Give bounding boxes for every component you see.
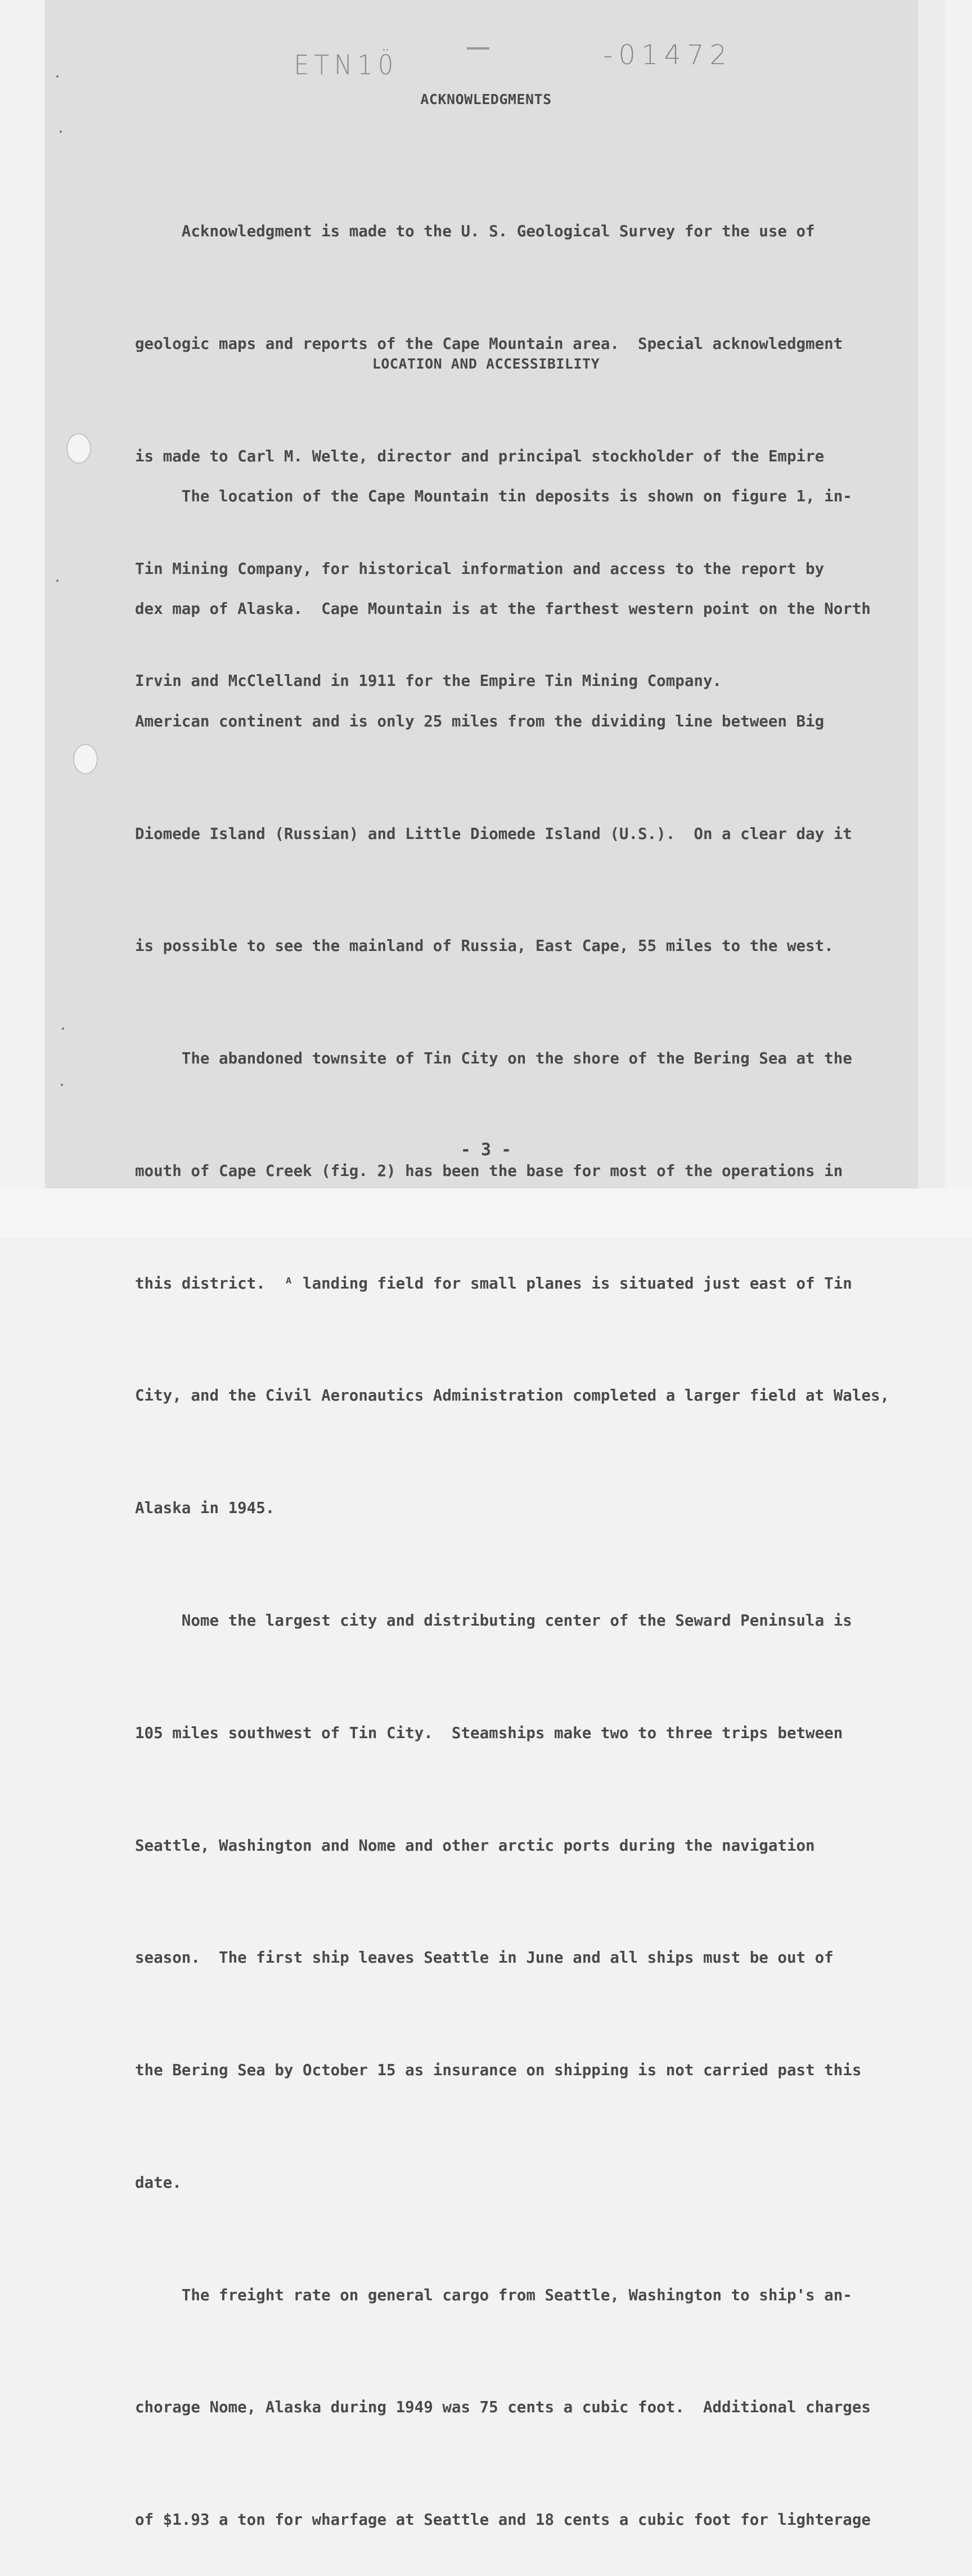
text-line: Irvin and McClelland in 1911 for the Empire Tin Mining Company. [135,672,722,690]
archive-stamp-left: ETN10̈ [294,50,399,81]
text-line: Seattle, Washington and Nome and other arctic ports during the navigation [135,1836,815,1855]
scan-speck [62,1027,64,1030]
text-line: The location of the Cape Mountain tin deposits is shown on figure 1, in- [135,487,852,506]
text-line: The abandoned townsite of Tin City on the shore of the Bering Sea at the [135,1049,852,1068]
scan-speck [61,1084,63,1086]
text-line: 105 miles southwest of Tin City. Steamships make two to three trips between [135,1724,843,1742]
scan-speck [56,75,58,78]
text-line: geologic maps and reports of the Cape Mountain area. Special acknowledgment [135,334,843,353]
stamp-dash-mark [467,47,489,50]
text-line: is made to Carl M. Welte, director and principal stockholder of the Empire [135,447,825,465]
scan-speck [60,131,62,133]
archive-stamp-number: -01472 [603,39,733,71]
text-line: season. The first ship leaves Seattle in June and all ships must be out of [135,1949,834,1967]
text-line: dex map of Alaska. Cape Mountain is at the farthest western point on the North [135,599,871,618]
text-line: Acknowledgment is made to the U. S. Geological Survey for the use of [135,222,815,241]
text-line: City, and the Civil Aeronautics Administration completed a larger field at Wales, [135,1386,890,1405]
text-line: The freight rate on general cargo from Seattle, Washington to ship's an- [135,2286,852,2304]
text-line: American continent and is only 25 miles from the dividing line between Big [135,712,825,730]
punch-hole [73,744,98,774]
text-line: mouth of Cape Creek (fig. 2) has been the base for most of the operations in [135,1161,843,1180]
text-line: is possible to see the mainland of Russia, East Cape, 55 miles to the west. [135,937,834,955]
location-body [135,403,889,2576]
location-heading: LOCATION AND ACCESSIBILITY [372,356,600,372]
text-line: Nome the largest city and distributing center of the Seward Peninsula is [135,1612,852,1630]
scan-speck [56,580,58,582]
text-line: Tin Mining Company, for historical information and access to the report by [135,559,825,578]
punch-hole [66,433,91,464]
text-line: this district. ᴬ landing field for small planes is situated just east of Tin [135,1274,852,1293]
text-line: chorage Nome, Alaska during 1949 was 75 cents a cubic foot. Additional charges [135,2398,871,2417]
text-line: of $1.93 a ton for wharfage at Seattle and 18 cents a cubic foot for lighterage [135,2511,871,2529]
text-line: Alaska in 1945. [135,1499,275,1518]
page-edge-shadow [918,0,945,1188]
page-number: - 3 - [460,1140,512,1160]
acknowledgments-heading: ACKNOWLEDGMENTS [420,91,552,107]
text-line: Diomede Island (Russian) and Little Diomede Island (U.S.). On a clear day it [135,824,852,843]
text-line: the Bering Sea by October 15 as insurance on shipping is not carried past this [135,2061,862,2080]
text-line: date. [135,2173,182,2192]
